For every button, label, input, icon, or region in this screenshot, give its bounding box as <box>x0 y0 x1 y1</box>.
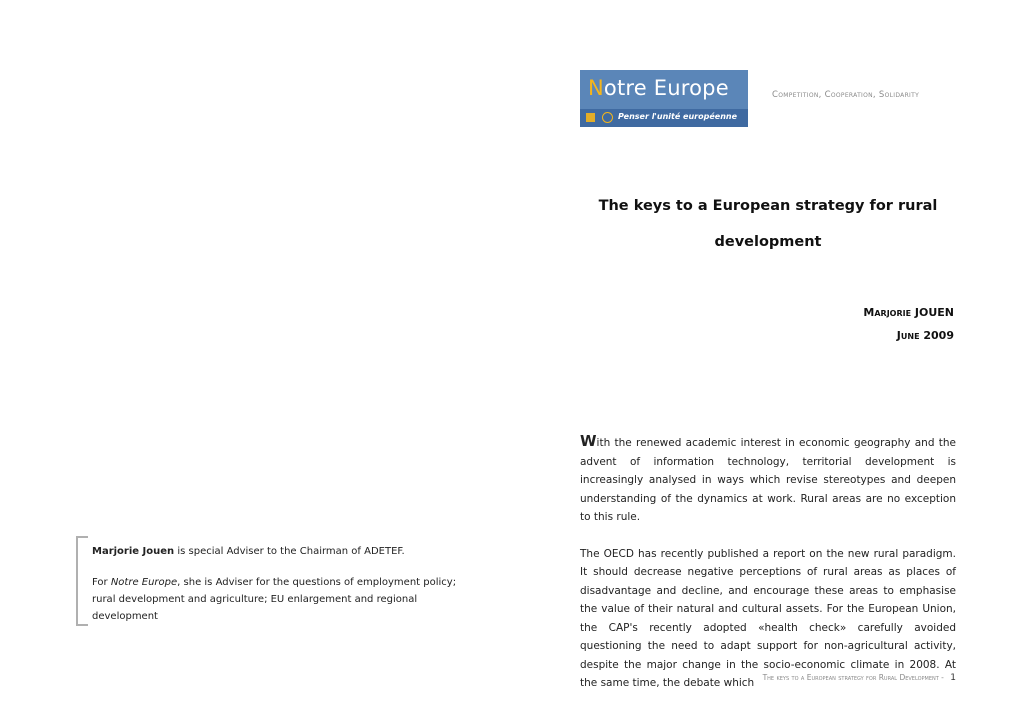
bio-line-2 <box>92 574 472 625</box>
author-bio-box <box>76 536 476 626</box>
logo-wordmark <box>588 76 729 100</box>
bio-line-2-rest: , she is Adviser for the questions of employment policy; rural development and agriculture; EU enlargement and regional development <box>92 577 457 622</box>
intro-text: ith the renewed academic interest in economic geography and the advent of information technology, territorial development is increasingly analysed in ways which revise stereotypes and deepen understanding of the dynamics at work. Rural areas are no exception to this rule. <box>580 437 956 523</box>
bio-line-2-prefix: For <box>92 577 111 588</box>
publication-date: June 2009 <box>896 329 954 342</box>
page-number: 1 <box>950 673 956 683</box>
bio-org: Notre Europe <box>110 577 178 588</box>
bio-line-1-rest: is special Adviser to the Chairman of ADETEF. <box>174 546 405 557</box>
page-footer <box>763 673 956 683</box>
header-tagline: Competition, Cooperation, Solidarity <box>772 90 920 100</box>
body-paragraph: The OECD has recently published a report on the new rural paradigm. It should decrease negative perceptions of rural areas as places of disadvantage and decline, and encourage these areas to emphasise the value of their natural and cultural assets. For the European Union, the CAP's recently adopted «health check» carefully avoided questioning the need to adapt support for non-agricultural activity, despite the major change in the socio-economic climate in 2008. At the same time, the debate which <box>580 547 956 689</box>
bio-line-1 <box>92 543 472 560</box>
logo-subtitle: Penser l'unité européenne <box>618 112 738 121</box>
body-text <box>580 432 956 711</box>
footer-running-title: The keys to a European strategy for Rural Development - <box>762 673 947 682</box>
logo-square-icon <box>586 113 595 122</box>
bracket-bottom <box>76 624 88 626</box>
drop-cap: W <box>580 432 597 450</box>
notre-europe-logo <box>580 70 748 127</box>
logo-rest-text: otre Europe <box>603 76 729 100</box>
document-title: The keys to a European strategy for rural development <box>598 198 938 250</box>
bracket-top <box>76 536 88 538</box>
intro-paragraph <box>580 432 956 527</box>
bio-name: Marjorie Jouen <box>92 546 175 557</box>
bio-text <box>92 543 472 639</box>
logo-first-letter: N <box>588 76 604 100</box>
logo-band <box>580 109 748 127</box>
author-name: Marjorie JOUEN <box>863 306 954 319</box>
logo-circle-icon <box>602 112 613 123</box>
